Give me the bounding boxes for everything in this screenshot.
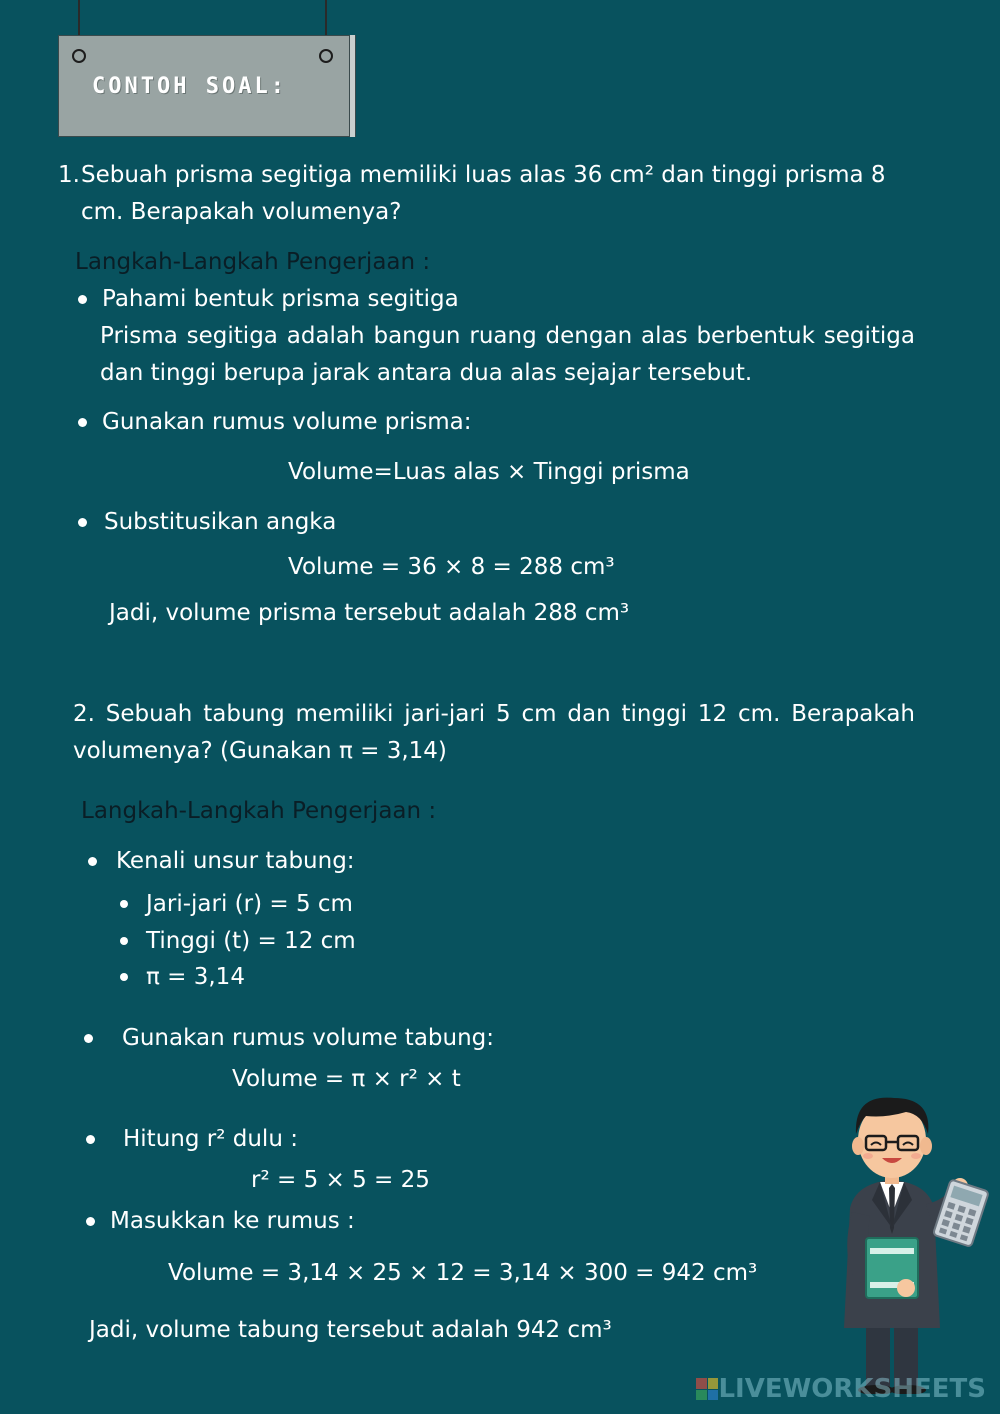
q2-calculation-r-squared: r² = 5 × 5 = 25 <box>251 1167 430 1193</box>
board-title: CONTOH SOAL: <box>92 74 287 99</box>
q1-question-line2: cm. Berapakah volumenya? <box>81 199 402 225</box>
q2-question: 2. Sebuah tabung memiliki jari-jari 5 cm dan tinggi 12 cm. Berapakah volumenya? (Gunakan π = 3,14) <box>73 701 915 764</box>
bullet-icon <box>86 1217 95 1226</box>
q1-step1-title: Pahami bentuk prisma segitiga <box>102 286 459 312</box>
q2-element-pi: π = 3,14 <box>146 964 245 990</box>
q1-calculation: Volume = 36 × 8 = 288 cm³ <box>288 554 615 580</box>
q1-step2-title: Gunakan rumus volume prisma: <box>102 409 472 435</box>
liveworksheets-logo-icon <box>696 1378 718 1400</box>
q1-step1-text: Prisma segitiga adalah bangun ruang dengan alas berbentuk segitiga dan tinggi berupa jarak antara dua alas sejajar tersebut. <box>100 323 915 386</box>
q2-element-radius: Jari-jari (r) = 5 cm <box>146 891 353 917</box>
q1-number: 1. <box>58 162 80 188</box>
sign-board <box>58 35 350 137</box>
q2-conclusion: Jadi, volume tabung tersebut adalah 942 cm³ <box>89 1317 612 1343</box>
bullet-icon <box>78 518 87 527</box>
q2-calculation-volume: Volume = 3,14 × 25 × 12 = 3,14 × 300 = 942 cm³ <box>168 1260 758 1286</box>
bullet-icon <box>78 418 87 427</box>
watermark-text: LIVEWORKSHEETS <box>718 1374 986 1404</box>
q2-steps-heading: Langkah-Langkah Pengerjaan : <box>81 798 437 824</box>
q2-step2-title: Gunakan rumus volume tabung: <box>122 1025 495 1051</box>
bullet-icon <box>86 1135 95 1144</box>
bullet-icon <box>78 295 87 304</box>
teacher-with-calculator-illustration <box>836 1088 1000 1394</box>
q2-step4-title: Masukkan ke rumus : <box>110 1208 355 1234</box>
q2-element-height: Tinggi (t) = 12 cm <box>146 928 356 954</box>
bullet-icon <box>120 973 128 981</box>
bullet-icon <box>88 857 97 866</box>
q1-formula: Volume=Luas alas × Tinggi prisma <box>288 459 690 485</box>
nail-left-icon <box>72 49 86 63</box>
bullet-icon <box>120 900 128 908</box>
q2-step3-title: Hitung r² dulu : <box>123 1126 298 1152</box>
q1-step3-title: Substitusikan angka <box>104 509 337 535</box>
bullet-icon <box>84 1034 93 1043</box>
q2-formula: Volume = π × r² × t <box>232 1066 461 1092</box>
bullet-icon <box>120 937 128 945</box>
q1-steps-heading: Langkah-Langkah Pengerjaan : <box>75 249 431 275</box>
q2-step1-title: Kenali unsur tabung: <box>116 848 355 874</box>
q1-question-line1: Sebuah prisma segitiga memiliki luas alas 36 cm² dan tinggi prisma 8 <box>81 162 886 188</box>
q1-conclusion: Jadi, volume prisma tersebut adalah 288 cm³ <box>109 600 630 626</box>
nail-right-icon <box>319 49 333 63</box>
